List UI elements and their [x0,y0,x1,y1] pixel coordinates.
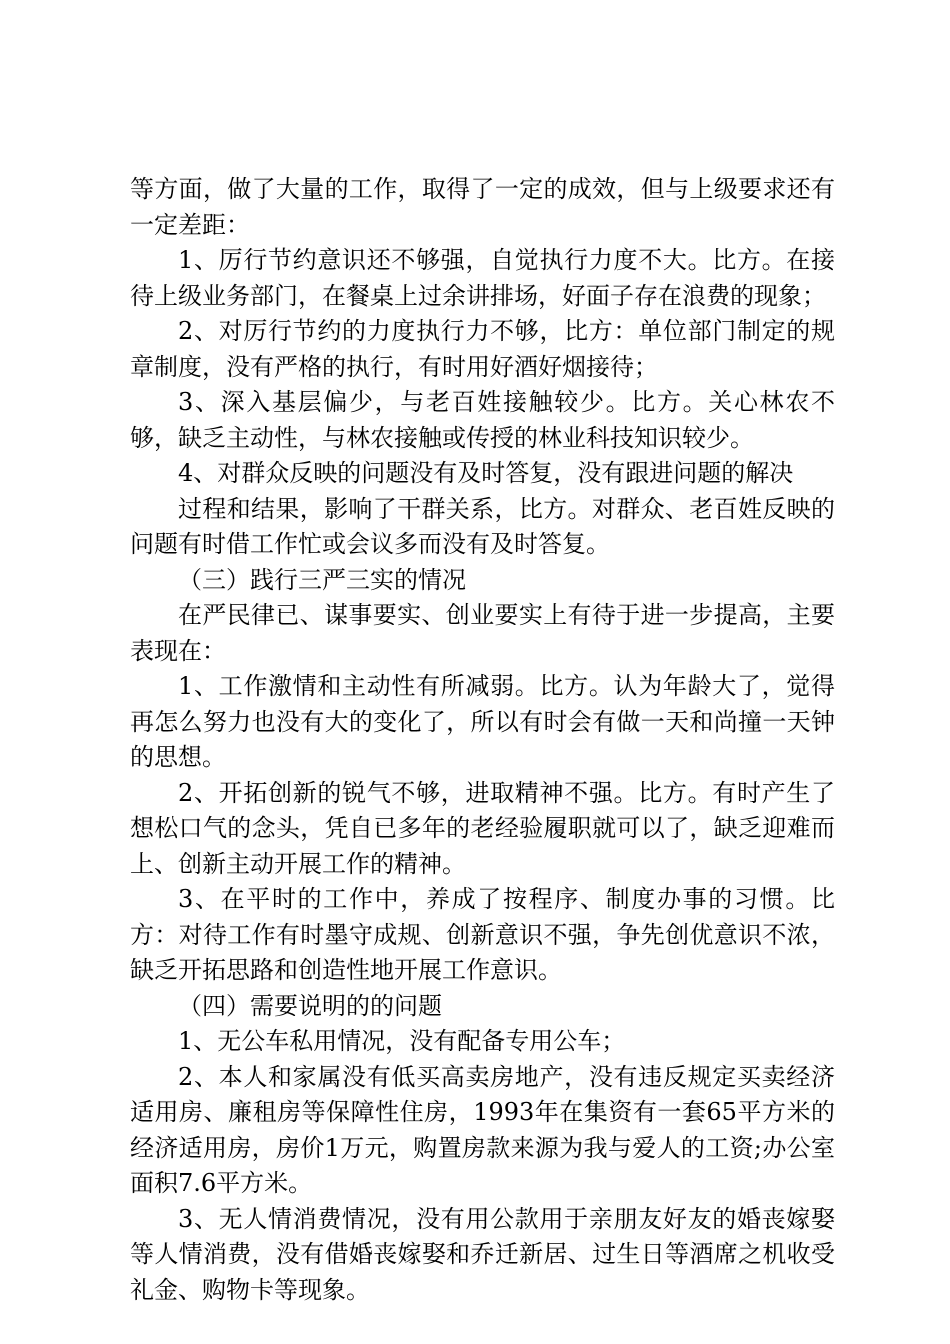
paragraph-section-three-item-2: 2、开拓创新的锐气不够，进取精神不强。比方。有时产生了想松口气的念头，凭自已多年的老经验履职就可以了，缺乏迎难而上、创新主动开展工作的精神。 [130,778,835,878]
paragraph-item-4-line-1: 4、对群众反映的问题没有及时答复，没有跟进问题的解决 [178,459,794,487]
paragraph-section-three-item-1: 1、工作激情和主动性有所减弱。比方。认为年龄大了，觉得再怎么努力也没有大的变化了，所以有时会有做一天和尚撞一天钟的思想。 [130,672,835,771]
paragraph-section-four-item-3: 3、无人情消费情况，没有用公款用于亲朋友好友的婚丧嫁娶等人情消费，没有借婚丧嫁娶和乔迁新居、过生日等酒席之机收受礼金、购物卡等现象。 [130,1204,835,1304]
paragraph-item-3: 3、深入基层偏少，与老百姓接触较少。比方。关心林农不够，缺乏主动性，与林农接触或传授的林业科技知识较少。 [130,388,835,452]
paragraph-item-4-continued: 过程和结果，影响了干群关系，比方。对群众、老百姓反映的问题有时借工作忙或会议多而没有及时答复。 [130,494,835,558]
paragraph-intro: 等方面，做了大量的工作，取得了一定的成效，但与上级要求还有一定差距： [130,175,835,239]
paragraph-section-four-item-2: 2、本人和家属没有低买高卖房地产，没有违反规定买卖经济适用房、廉租房等保障性住房，1993年在集资有一套65平方米的经济适用房，房价1万元，购置房款来源为我与爱人的工资;办公室面积7.6平方米。 [130,1062,835,1197]
paragraph-item-1: 1、厉行节约意识还不够强，自觉执行力度不大。比方。在接待上级业务部门，在餐桌上过余讲排场，好面子存在浪费的现象； [130,246,835,310]
paragraph-item-2: 2、对厉行节约的力度执行力不够，比方：单位部门制定的规章制度，没有严格的执行，有时用好酒好烟接待； [130,317,835,381]
paragraph-section-three-item-3: 3、在平时的工作中，养成了按程序、制度办事的习惯。比方：对待工作有时墨守成规、创新意识不强，争先创优意识不浓，缺乏开拓思路和创造性地开展工作意识。 [130,885,835,984]
section-heading-three: （三）践行三严三实的情况 [178,565,466,594]
section-heading-four: （四）需要说明的的问题 [178,991,442,1020]
document-body [130,172,835,1308]
paragraph-section-four-item-1: 1、无公车私用情况，没有配备专用公车； [178,1027,626,1055]
paragraph-section-three-intro: 在严民律已、谋事要实、创业要实上有待于进一步提高，主要表现在： [130,601,835,665]
